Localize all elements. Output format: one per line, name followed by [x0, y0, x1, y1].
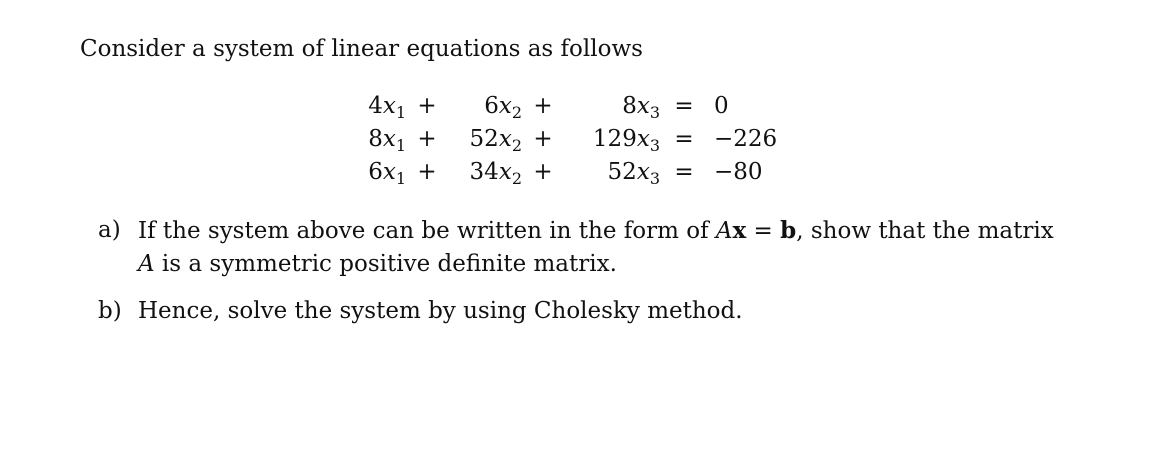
eq2-rhs: −226	[714, 126, 778, 152]
part-a	[98, 214, 1078, 281]
equation-row-2	[350, 123, 777, 156]
eq3-term3: $52x_3$	[607, 159, 660, 188]
part-a-text: If the system above can be written in the form of Ax = b, show that the matrix A is a symmetric positive definite matrix.	[138, 217, 1054, 277]
eq1-op2: +	[533, 93, 553, 119]
part-b-label: b)	[98, 298, 122, 324]
eq2-equals: =	[674, 126, 694, 152]
question-parts	[98, 214, 1078, 342]
eq3-term2: $34x_2$	[469, 159, 522, 188]
eq3-equals: =	[674, 159, 694, 185]
eq1-term1: $4x_1$	[368, 93, 406, 122]
intro-text: Consider a system of linear equations as follows	[80, 36, 643, 62]
eq1-op1: +	[417, 93, 437, 119]
equation-system	[350, 90, 777, 189]
eq2-term1: $8x_1$	[368, 126, 406, 155]
equation-row-3	[350, 156, 777, 189]
eq2-term2: $52x_2$	[469, 126, 522, 155]
part-b	[98, 295, 1078, 328]
eq3-term1: $6x_1$	[368, 159, 406, 188]
eq3-op1: +	[417, 159, 437, 185]
part-a-label: a)	[98, 217, 121, 243]
eq2-op1: +	[417, 126, 437, 152]
eq2-op2: +	[533, 126, 553, 152]
eq1-rhs: 0	[714, 93, 729, 119]
eq1-equals: =	[674, 93, 694, 119]
eq1-term3: $8x_3$	[622, 93, 660, 122]
part-b-text: Hence, solve the system by using Cholesky method.	[138, 298, 743, 324]
eq1-term2: $6x_2$	[484, 93, 522, 122]
eq3-op2: +	[533, 159, 553, 185]
eq2-term3: $129x_3$	[592, 126, 660, 155]
eq3-rhs: −80	[714, 159, 763, 185]
equation-row-1	[350, 90, 777, 123]
